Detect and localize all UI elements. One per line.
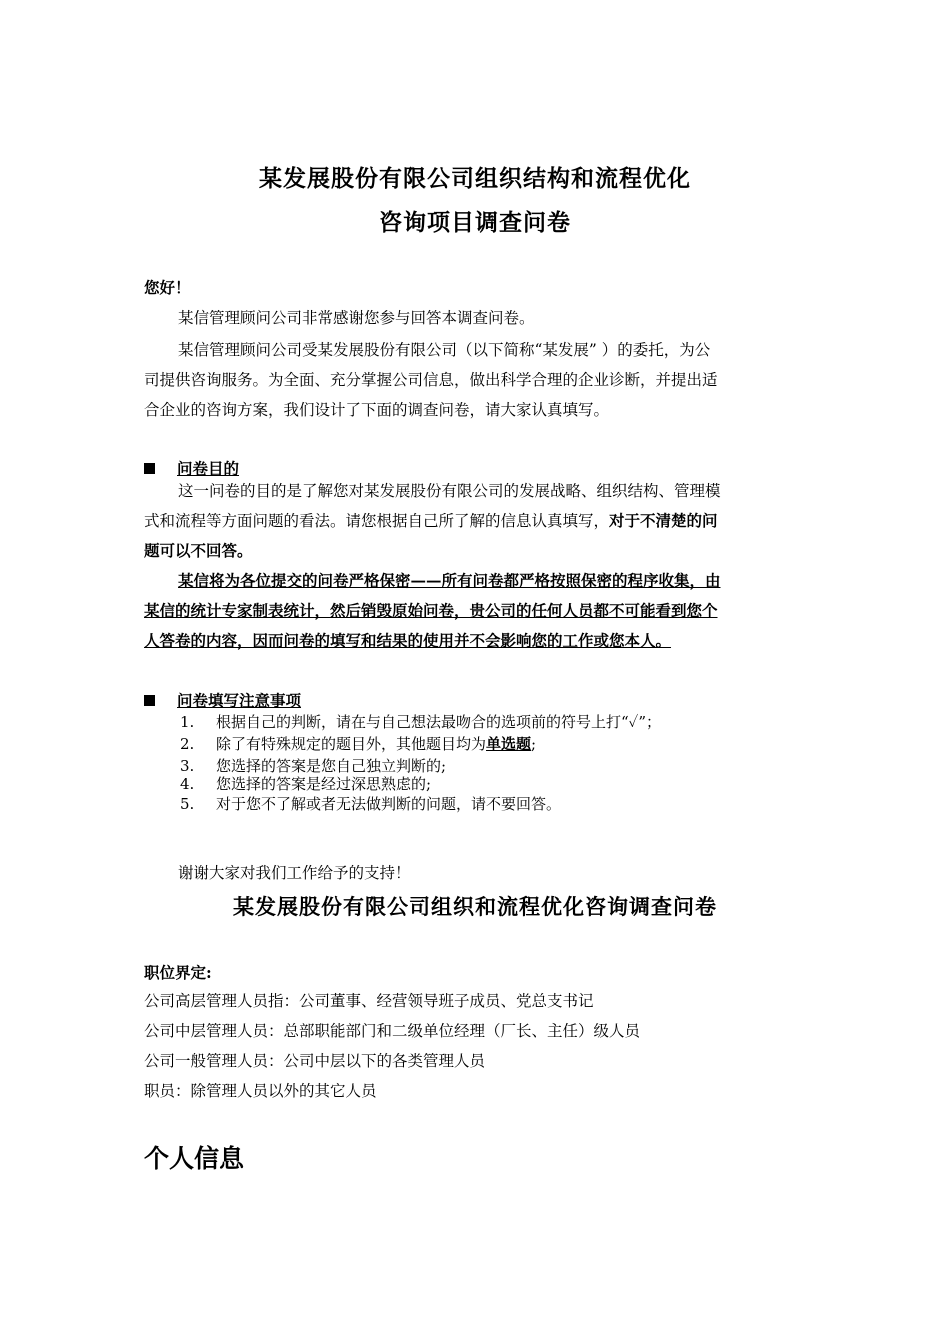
intro-paragraph-2-line2: 司提供咨询服务。为全面、充分掌握公司信息，做出科学合理的企业诊断，并提出适 — [144, 371, 718, 389]
purpose-line3: 题可以不回答。 — [144, 541, 253, 560]
thanks-text: 谢谢大家对我们工作给予的支持！ — [178, 864, 411, 882]
document-title-line2: 咨询项目调查问卷 — [379, 209, 571, 236]
greeting: 您好！ — [144, 278, 191, 297]
list-text: 除了有特殊规定的题目外，其他题目均为 — [216, 735, 487, 753]
purpose-line2-normal: 式和流程等方面问题的看法。请您根据自己所了解的信息认真填写， — [144, 512, 610, 530]
list-text: 对于您不了解或者无法做判断的问题，请不要回答。 — [216, 795, 562, 813]
position-definition-line: 公司中层管理人员：总部职能部门和二级单位经理（厂长、主任）级人员 — [144, 1022, 641, 1040]
intro-paragraph-1: 某信管理顾问公司非常感谢您参与回答本调查问卷。 — [178, 309, 535, 327]
list-text: 根据自己的判断，请在与自己想法最吻合的选项前的符号上打“✓”； — [216, 713, 662, 731]
list-text-emphasis: 单选题 — [486, 735, 532, 753]
list-number: 1. — [180, 713, 195, 731]
list-text-suffix: ; — [531, 735, 537, 753]
square-bullet-icon — [144, 463, 155, 474]
list-text: 您选择的答案是您自己独立判断的; — [216, 757, 447, 775]
position-definition-heading: 职位界定: — [144, 963, 212, 982]
position-definition-line: 公司高层管理人员指：公司董事、经营领导班子成员、党总支书记 — [144, 992, 594, 1010]
personal-info-heading: 个人信息 — [144, 1144, 245, 1173]
list-number: 4. — [180, 775, 195, 793]
position-definition-line: 职员：除管理人员以外的其它人员 — [144, 1082, 377, 1100]
list-number: 5. — [180, 795, 195, 813]
list-number: 3. — [180, 757, 195, 775]
square-bullet-icon — [144, 695, 155, 706]
questionnaire-subtitle: 某发展股份有限公司组织和流程优化咨询调查问卷 — [233, 894, 717, 919]
confidential-line2: 某信的统计专家制表统计，然后销毁原始问卷，贵公司的任何人员都不可能看到您个 — [144, 601, 718, 620]
intro-paragraph-2-line1: 某信管理顾问公司受某发展股份有限公司（以下简称“某发展” ）的委托，为公 — [178, 341, 711, 359]
list-number: 2. — [180, 735, 195, 753]
intro-paragraph-2-line3: 合企业的咨询方案，我们设计了下面的调查问卷，请大家认真填写。 — [144, 401, 610, 419]
confidential-line3: 人答卷的内容，因而问卷的填写和结果的使用并不会影响您的工作或您本人。 — [144, 631, 672, 650]
purpose-heading-text: 问卷目的 — [177, 459, 240, 478]
purpose-line2 — [144, 509, 718, 531]
purpose-line2-bold: 对于不清楚的问 — [609, 511, 718, 530]
notes-list-item — [180, 773, 431, 794]
notes-section-heading — [144, 689, 301, 711]
notes-list-item — [180, 733, 536, 754]
notes-heading-text: 问卷填写注意事项 — [177, 691, 302, 710]
purpose-section-heading — [144, 457, 239, 479]
notes-list-item — [180, 793, 561, 814]
purpose-line1: 这一问卷的目的是了解您对某发展股份有限公司的发展战略、组织结构、管理模 — [178, 482, 721, 500]
document-title-line1: 某发展股份有限公司组织结构和流程优化 — [259, 165, 691, 192]
confidential-line1: 某信将为各位提交的问卷严格保密——所有问卷都严格按照保密的程序收集，由 — [178, 571, 721, 590]
position-definition-line: 公司一般管理人员：公司中层以下的各类管理人员 — [144, 1052, 486, 1070]
notes-list-item — [180, 711, 661, 732]
list-text: 您选择的答案是经过深思熟虑的; — [216, 775, 432, 793]
